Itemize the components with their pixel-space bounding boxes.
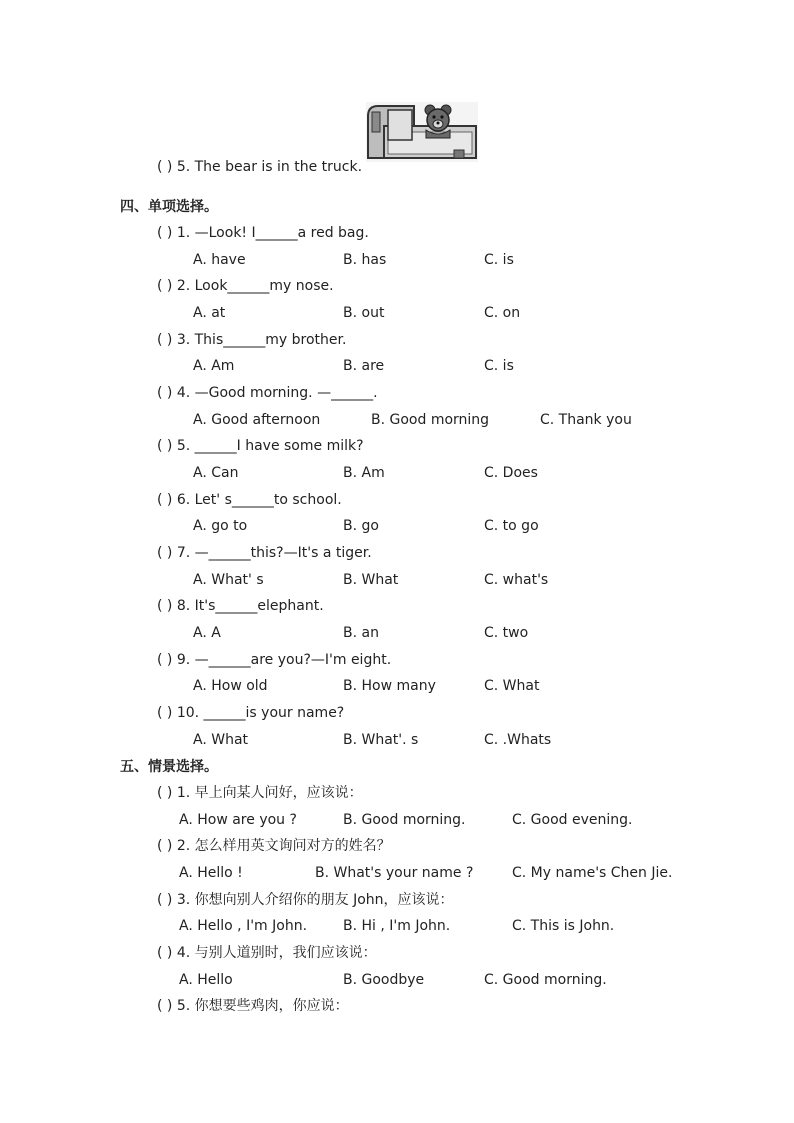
s4-q6-option-c: C. to go [484, 518, 539, 534]
s4-q9-option-c: C. What [484, 678, 540, 694]
s4-q2-option-c: C. on [484, 305, 521, 321]
s5-q4: ( ) 4. 与别人道别时，我们应该说： [157, 945, 377, 961]
s4-q1-option-c: C. is [484, 252, 514, 268]
s4-q8-option-c: C. two [484, 625, 529, 641]
picture-item-5: ( ) 5. The bear is in the truck. [157, 159, 363, 175]
s5-q3-option-c: C. This is John. [512, 918, 615, 934]
s4-q9: ( ) 9. —______are you?—I'm eight. [157, 652, 392, 668]
s4-q6-option-b: B. go [343, 518, 379, 534]
s4-q10-option-b: B. What'. s [343, 732, 419, 748]
s5-q2: ( ) 2. 怎么样用英文询问对方的姓名？ [157, 838, 391, 854]
s4-q1: ( ) 1. —Look! I______a red bag. [157, 225, 369, 241]
s4-q2-option-a: A. at [193, 305, 226, 321]
s5-q1-option-a: A. How are you ? [179, 812, 297, 828]
s4-q1-option-b: B. has [343, 252, 387, 268]
s4-q1-option-a: A. have [193, 252, 246, 268]
s4-q2-option-b: B. out [343, 305, 385, 321]
s5-q3-option-a: A. Hello , I'm John. [179, 918, 308, 934]
s4-q2: ( ) 2. Look______my nose. [157, 278, 334, 294]
s4-q5-option-b: B. Am [343, 465, 385, 481]
s4-q7: ( ) 7. —______this?—It's a tiger. [157, 545, 372, 561]
section-5-title: 五、情景选择。 [120, 759, 218, 775]
s4-q3-option-c: C. is [484, 358, 514, 374]
bear-in-truck-picture [366, 102, 478, 162]
s4-q4-option-a: A. Good afternoon [193, 412, 321, 428]
s4-q6: ( ) 6. Let' s______to school. [157, 492, 342, 508]
s4-q3-option-b: B. are [343, 358, 385, 374]
s4-q5: ( ) 5. ______I have some milk? [157, 438, 364, 454]
s5-q4-option-a: A. Hello [179, 972, 233, 988]
s4-q8-option-b: B. an [343, 625, 379, 641]
s5-q1: ( ) 1. 早上向某人问好，应该说： [157, 785, 363, 801]
s5-q1-option-c: C. Good evening. [512, 812, 633, 828]
section-4-title: 四、单项选择。 [120, 199, 218, 215]
s4-q9-option-b: B. How many [343, 678, 436, 694]
s5-q5: ( ) 5. 你想要些鸡肉，你应说： [157, 998, 349, 1014]
s4-q8-option-a: A. A [193, 625, 221, 641]
s4-q4-option-b: B. Good morning [371, 412, 490, 428]
s5-q2-option-a: A. Hello ! [179, 865, 243, 881]
s4-q3: ( ) 3. This______my brother. [157, 332, 347, 348]
s4-q4-option-c: C. Thank you [540, 412, 632, 428]
s5-q4-option-b: B. Goodbye [343, 972, 425, 988]
s4-q10-option-c: C. .Whats [484, 732, 552, 748]
s4-q5-option-c: C. Does [484, 465, 538, 481]
s5-q3-option-b: B. Hi , I'm John. [343, 918, 451, 934]
s4-q7-option-b: B. What [343, 572, 399, 588]
s4-q4: ( ) 4. —Good morning. —______. [157, 385, 378, 401]
s4-q7-option-a: A. What' s [193, 572, 264, 588]
s4-q10: ( ) 10. ______is your name? [157, 705, 345, 721]
s4-q6-option-a: A. go to [193, 518, 248, 534]
s5-q2-option-b: B. What's your name ? [315, 865, 474, 881]
s4-q10-option-a: A. What [193, 732, 249, 748]
s4-q7-option-c: C. what's [484, 572, 549, 588]
s5-q1-option-b: B. Good morning. [343, 812, 466, 828]
s4-q5-option-a: A. Can [193, 465, 239, 481]
s5-q2-option-c: C. My name's Chen Jie. [512, 865, 673, 881]
s5-q4-option-c: C. Good morning. [484, 972, 607, 988]
s5-q3: ( ) 3. 你想向别人介绍你的朋友 John，应该说： [157, 892, 454, 908]
s4-q3-option-a: A. Am [193, 358, 235, 374]
s4-q8: ( ) 8. It's______elephant. [157, 598, 324, 614]
s4-q9-option-a: A. How old [193, 678, 268, 694]
